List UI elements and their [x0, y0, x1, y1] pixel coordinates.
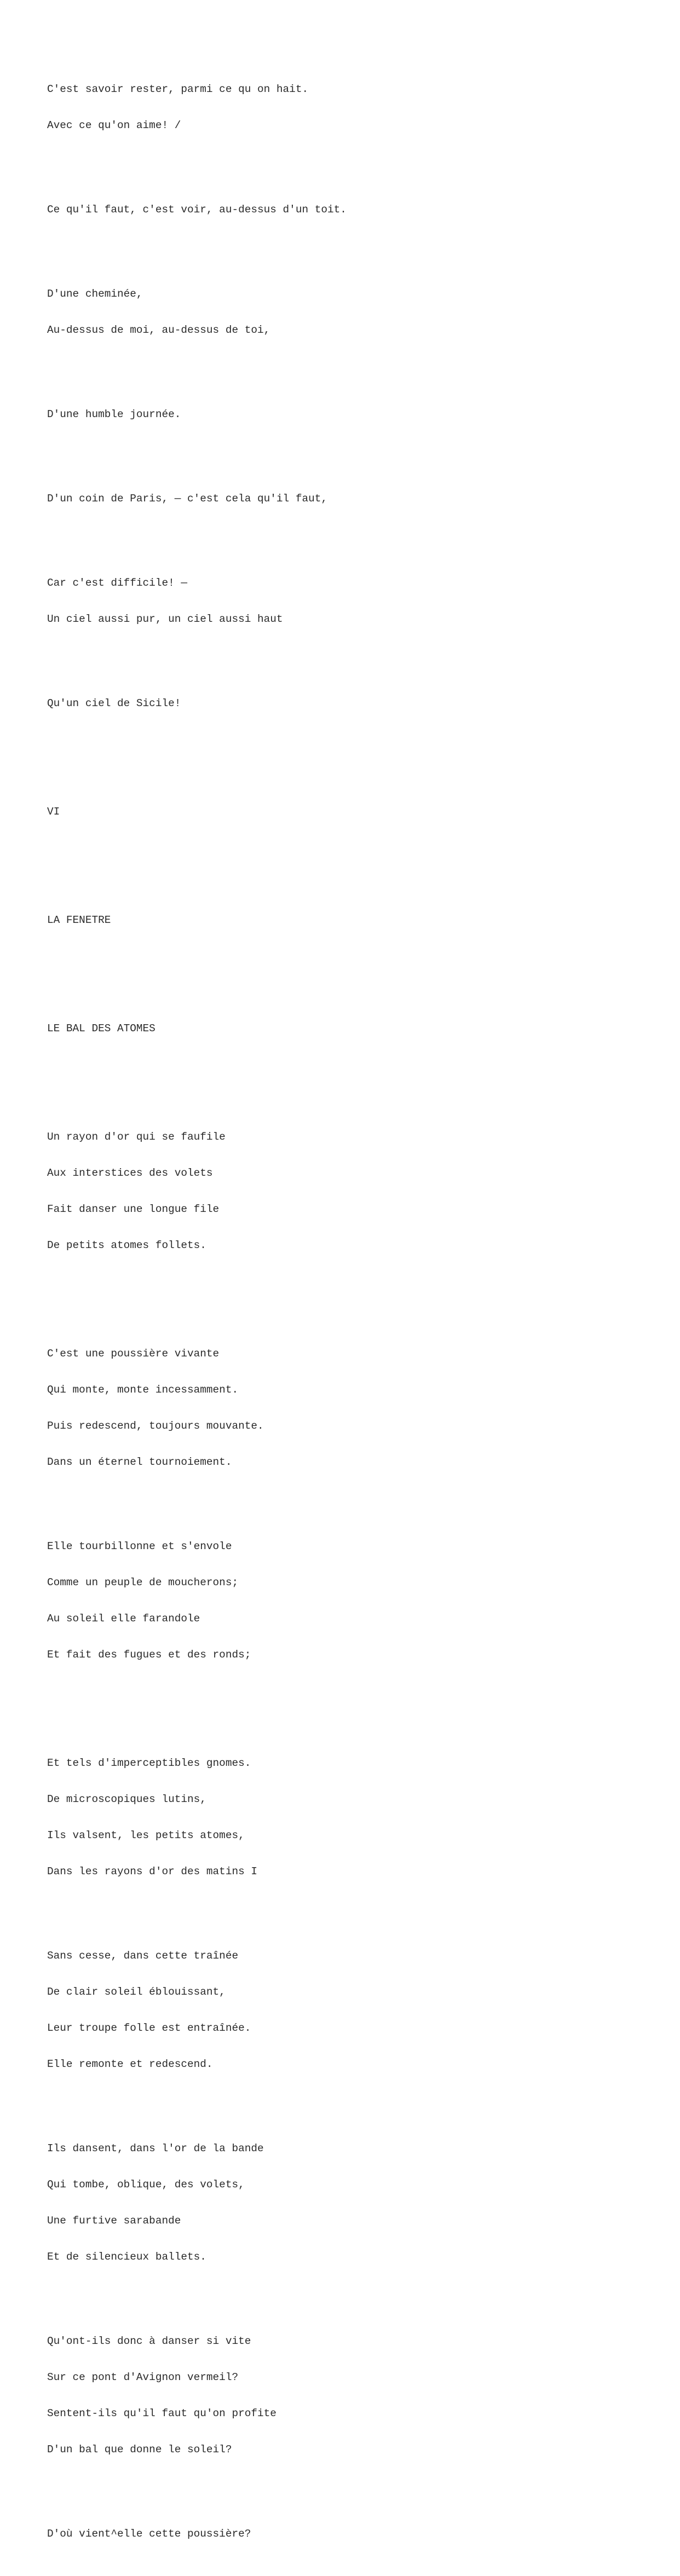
poem-line: Et tels d'imperceptibles gnomes. — [47, 1757, 251, 1769]
poem-line: Fait danser une longue file — [47, 1203, 220, 1215]
poem-line: D'un bal que donne le soleil? — [47, 2444, 232, 2456]
blank-line — [47, 360, 649, 372]
blank-line — [47, 1902, 649, 1914]
poem-line: De clair soleil éblouissant, — [47, 1986, 226, 1998]
text-line: Qu'un ciel de Sicile! — [47, 697, 181, 709]
document-text — [47, 47, 649, 2576]
blank-line — [47, 529, 649, 541]
poem-line: Sans cesse, dans cette traînée — [47, 1950, 239, 1962]
blank-line — [47, 2094, 649, 2106]
blank-lines — [47, 1059, 649, 1095]
blank-lines — [47, 1275, 649, 1312]
poem-line: Et fait des fugues et des ronds; — [47, 1649, 251, 1661]
poem-line: Puis redescend, toujours mouvante. — [47, 1420, 264, 1432]
blank-lines — [47, 733, 649, 770]
blank-lines — [47, 842, 649, 878]
poem-line: D'où vient^elle cette poussière? — [47, 2528, 251, 2540]
poem-line: Qui monte, monte incessamment. — [47, 1384, 239, 1396]
text-line: Ce qu'il faut, c'est voir, au-dessus d'un toit. — [47, 204, 347, 216]
poem-line: De petits atomes follets. — [47, 1239, 206, 1251]
poem-line: Ils valsent, les petits atomes, — [47, 1829, 245, 1841]
section-number: VI — [47, 806, 60, 818]
poem-line: Et de silencieux ballets. — [47, 2251, 206, 2263]
blank-line — [47, 2480, 649, 2492]
blank-line — [47, 649, 649, 661]
poem-line: Ils dansent, dans l'or de la bande — [47, 2142, 264, 2155]
poem-line: Qu'ont-ils donc à danser si vite — [47, 2335, 251, 2347]
text-line: Avec ce qu'on aime! / — [47, 119, 181, 131]
poem-line: Dans les rayons d'or des matins I — [47, 1865, 257, 1878]
poem-line: Qui tombe, oblique, des volets, — [47, 2179, 245, 2191]
blank-line — [47, 1492, 649, 1504]
poem-line: Comme un peuple de moucherons; — [47, 1576, 239, 1589]
poem-line: De microscopiques lutins, — [47, 1793, 206, 1805]
poem-line: Aux interstices des volets — [47, 1167, 213, 1179]
blank-lines — [47, 950, 649, 986]
poem-line: Elle remonte et redescend. — [47, 2058, 213, 2070]
blank-lines — [47, 1685, 649, 1721]
poem-line: Une furtive sarabande — [47, 2215, 181, 2227]
text-line: Au-dessus de moi, au-dessus de toi, — [47, 324, 270, 336]
blank-line — [47, 240, 649, 252]
text-line: Un ciel aussi pur, un ciel aussi haut — [47, 613, 283, 625]
poem-line: Un rayon d'or qui se faufile — [47, 1131, 226, 1143]
section-title: LA FENETRE — [47, 914, 111, 926]
poem-line: Leur troupe folle est entraînée. — [47, 2022, 251, 2034]
poem-line: Au soleil elle farandole — [47, 1613, 200, 1625]
poem-line: Sentent-ils qu'il faut qu'on profite — [47, 2407, 276, 2419]
blank-line — [47, 2287, 649, 2299]
text-line: Car c'est difficile! — — [47, 577, 187, 589]
poem-title: LE BAL DES ATOMES — [47, 1023, 155, 1035]
poem-line: Dans un éternel tournoiement. — [47, 1456, 232, 1468]
poem-line: Elle tourbillonne et s'envole — [47, 1540, 232, 1552]
blank-line — [47, 444, 649, 457]
text-line: D'un coin de Paris, — c'est cela qu'il faut, — [47, 493, 327, 505]
poem-line: C'est une poussière vivante — [47, 1348, 220, 1360]
text-line: D'une humble journée. — [47, 408, 181, 420]
text-line: D'une cheminée, — [47, 288, 143, 300]
text-line: C'est savoir rester, parmi ce qu on hait. — [47, 83, 309, 95]
poem-line: Sur ce pont d'Avignon vermeil? — [47, 2371, 239, 2383]
blank-line — [47, 155, 649, 168]
